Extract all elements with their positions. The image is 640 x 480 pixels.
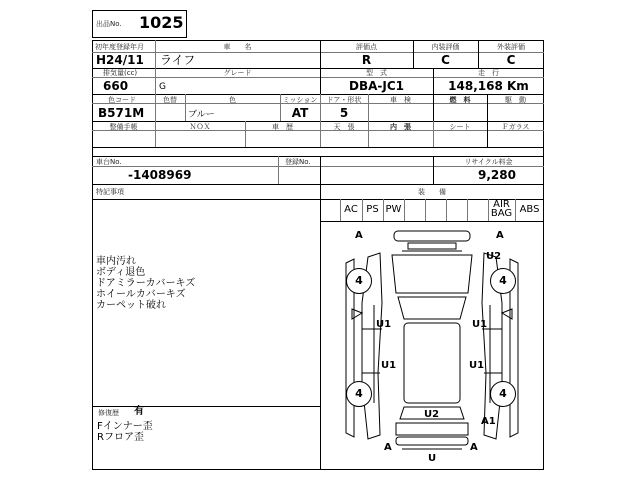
exterior-label: 外装評価 xyxy=(497,43,525,51)
wheel-front-left: 4 xyxy=(346,268,372,294)
recycle-fee: 9,280 xyxy=(478,168,516,182)
equip-airbag: AIR BAG xyxy=(490,199,513,219)
seat-label: シート xyxy=(449,123,471,131)
drive-label: 駆 動 xyxy=(505,96,526,104)
note-line: ドアミラーカバーキズ xyxy=(96,278,196,289)
repair-line: Fインナー歪 xyxy=(97,421,153,432)
mission-label: ミッション xyxy=(282,96,318,104)
evaluation-score: R xyxy=(361,53,372,67)
car-name: ライフ xyxy=(160,53,196,67)
damage-rear-center: U2 xyxy=(424,409,440,420)
model-label: 型 式 xyxy=(366,69,387,77)
roof xyxy=(404,323,460,403)
damage-bumper-left: A xyxy=(384,442,392,453)
note-line: ホイールカバーキズ xyxy=(96,289,186,300)
damage-bumper-right: A xyxy=(470,442,478,453)
interior-grade: C xyxy=(441,53,450,67)
mileage: 148,168 Km xyxy=(448,79,529,93)
score-label: 評価点 xyxy=(356,43,377,51)
damage-door-rear-right: U1 xyxy=(469,360,485,371)
damage-front-right-panel: U2 xyxy=(486,251,502,262)
damage-bumper-center: U xyxy=(428,453,437,464)
chassis-label: 車台No. xyxy=(96,158,122,166)
interior-trim-label: 内 張 xyxy=(390,123,411,131)
equip-ps: PS xyxy=(366,204,379,215)
exterior-grade: C xyxy=(506,53,516,67)
color-label: 色 xyxy=(229,96,236,104)
repair-label: 修復歴 xyxy=(98,409,119,417)
equip-pw: PW xyxy=(385,204,402,215)
damage-front-left: A xyxy=(355,230,363,241)
first-registration: H24/11 xyxy=(96,53,144,67)
roof-label: 天 張 xyxy=(333,123,355,131)
mileage-label: 走 行 xyxy=(478,69,499,77)
fuel-label: 燃 料 xyxy=(449,96,471,104)
doors: 5 xyxy=(339,106,349,120)
rear-gate xyxy=(396,423,468,435)
hood xyxy=(392,255,472,293)
wheel-front-right: 4 xyxy=(490,268,516,294)
grade-label: グレード xyxy=(223,69,252,77)
front-bumper xyxy=(394,231,470,241)
transmission: AT xyxy=(291,106,309,120)
equip-abs: ABS xyxy=(519,204,540,215)
displacement: 660 xyxy=(103,79,129,93)
wheel-rear-left: 4 xyxy=(346,381,372,407)
car-damage-diagram xyxy=(322,223,542,468)
repair-value: 有 xyxy=(134,406,144,417)
body-color: ブルー xyxy=(188,110,215,120)
grade: G xyxy=(159,82,166,92)
recycle-label: リサイクル料金 xyxy=(464,158,513,166)
car-name-label: 車 名 xyxy=(223,43,252,51)
repair-line: Rフロア歪 xyxy=(97,432,144,443)
color-code: B571M xyxy=(98,106,145,120)
nox-label: ＮＯＸ xyxy=(189,123,211,131)
note-line: 車内汚れ xyxy=(96,256,136,267)
rear-bumper xyxy=(396,437,468,445)
lot-label: 出品No. xyxy=(96,20,122,28)
equipment-label: 装 備 xyxy=(418,188,446,196)
manual-label: 整備手帳 xyxy=(109,123,138,131)
interior-label: 内装評価 xyxy=(431,43,460,51)
glass-label: Ｆガラス xyxy=(501,123,530,131)
cc-label: 排気量(cc) xyxy=(103,69,138,77)
lot-number: 1025 xyxy=(139,13,184,32)
inspection-label: 車 検 xyxy=(390,96,411,104)
registration-label: 登録No. xyxy=(285,158,311,166)
damage-rear-right: A1 xyxy=(481,416,496,427)
equip-ac: AC xyxy=(344,204,358,215)
model-code: DBA-JC1 xyxy=(349,79,404,93)
windshield xyxy=(398,297,466,319)
wheel-rear-right: 4 xyxy=(490,381,516,407)
damage-front-right: A xyxy=(496,230,504,241)
doors-label: ドア・形状 xyxy=(326,96,362,104)
repaint-label: 色替 xyxy=(163,96,177,104)
damage-door-front-right: U1 xyxy=(472,319,488,330)
lot-box xyxy=(92,10,187,38)
damage-door-front-left: U1 xyxy=(376,319,392,330)
chassis-number: -1408969 xyxy=(128,168,192,182)
note-line: ボディ退色 xyxy=(96,267,146,278)
notes-label: 特記事項 xyxy=(96,188,124,196)
year-label: 初年度登録年月 xyxy=(95,43,144,51)
history-label: 車 歴 xyxy=(272,123,293,131)
front-grille xyxy=(408,243,456,249)
color-code-label: 色コード xyxy=(108,96,136,104)
damage-door-rear-left: U1 xyxy=(381,360,397,371)
note-line: カーペット破れ xyxy=(96,300,166,311)
